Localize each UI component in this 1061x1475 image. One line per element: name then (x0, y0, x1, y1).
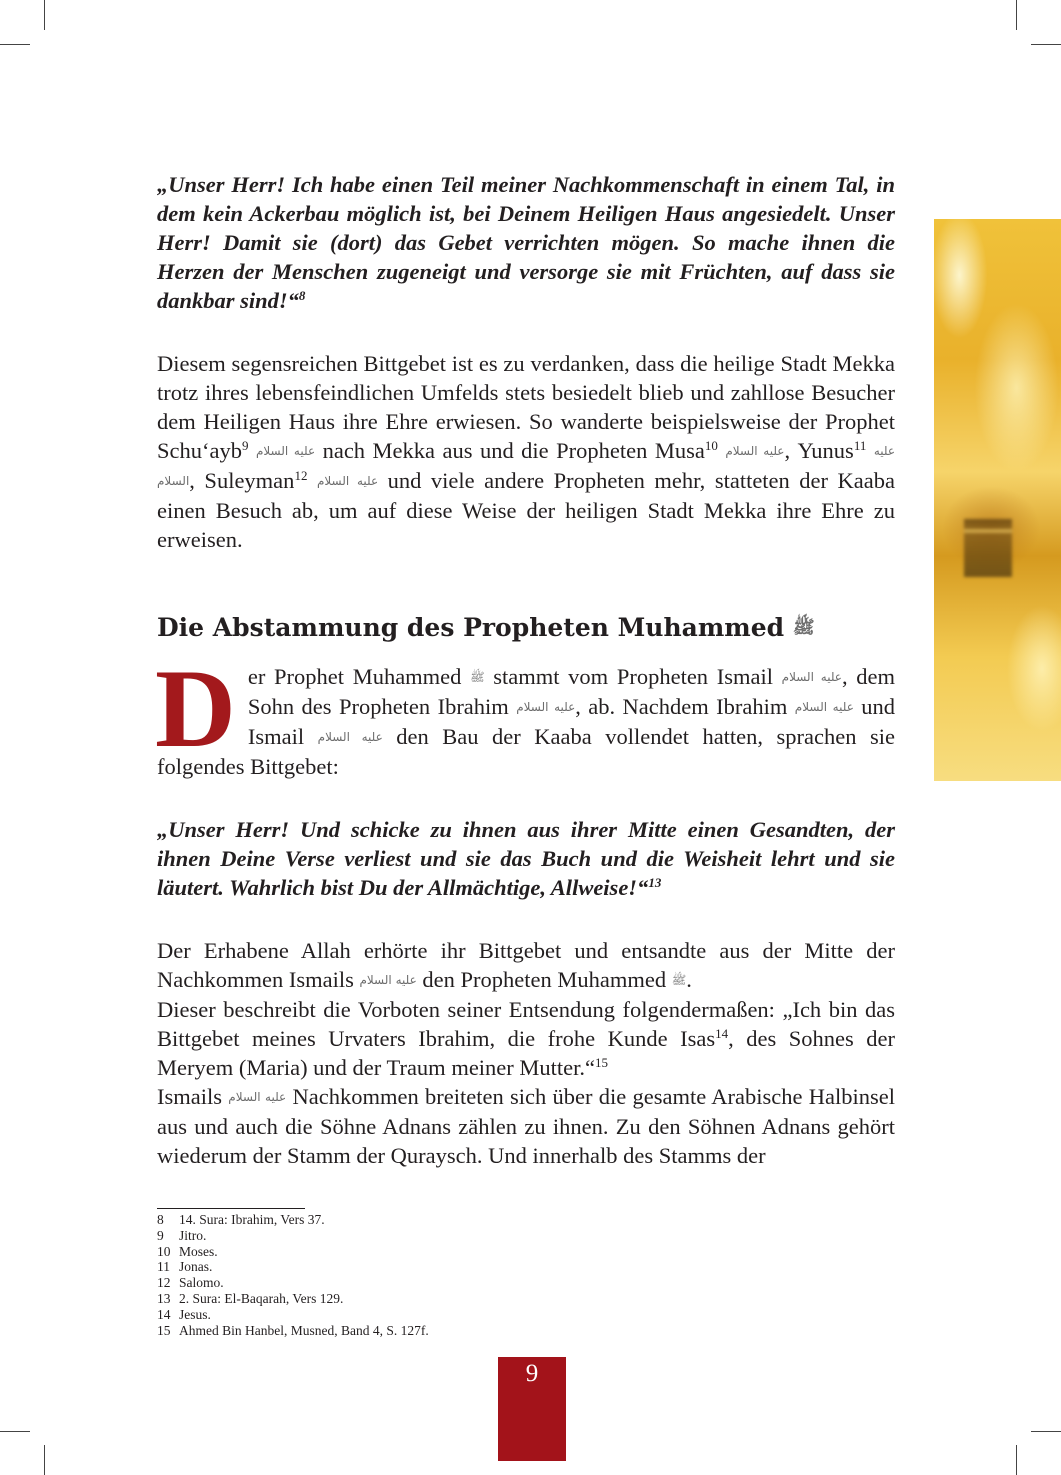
alayhi-salam-icon: عليه السلام (157, 444, 896, 488)
side-image-kaaba (934, 219, 1061, 781)
body-paragraph: Dieser beschreibt die Vorboten seiner Entsendung folgendermaßen: „Ich bin das Bittgebet meines Urvaters Ibrahim, die frohe Kunde Isas$^{14}$, des Sohnes der Meryem (Maria) und der Traum meiner Mutter.“$^{15}$ (157, 997, 895, 1080)
crop-mark (1031, 44, 1061, 45)
salawat-icon: ﷺ (671, 973, 687, 987)
drop-cap: D (155, 647, 236, 771)
footnote: 10 Moses. (157, 1243, 218, 1259)
crop-mark (44, 0, 45, 30)
footnote: 9 Jitro. (157, 1227, 207, 1243)
footnote-rule (157, 1208, 305, 1209)
body-paragraph: Diesem segensreichen Bittgebet ist es zu verdanken, dass die heilige Stadt Mekka trotz ihres lebensfeindlichen Umfelds stets besiedelt blieb und zahllose Besucher dem Heiligen Haus ihre Ehre erwiesen. So wanderte beispielsweise der Prophet Schu‘ayb$^9$ عليه السلام nach Mekka aus und die Propheten Musa$^{10}$ عليه السلام, Yunus$^{11}$ عليه السلام, Suleyman$^{12}$ عليه السلام und viele andere Propheten mehr, statteten der Kaaba einen Besuch ab, um auf diese Weise der heiligen Stadt Mekka ihre Ehre zu erweisen. (157, 351, 896, 552)
alayhi-salam-icon: عليه السلام (228, 1090, 287, 1104)
footnote: 13 2. Sura: El-Baqarah, Vers 129. (157, 1290, 344, 1306)
crop-mark (44, 1445, 45, 1475)
alayhi-salam-icon: عليه السلام (359, 973, 417, 987)
crop-mark (0, 1431, 30, 1432)
salawat-icon: ﷺ (470, 670, 485, 684)
footnote-ref: 9 (241, 438, 249, 453)
footnote-ref: 10 (704, 438, 718, 453)
footnote: 14 Jesus. (157, 1306, 211, 1322)
quran-quote: „Unser Herr! Ich habe einen Teil meiner Nachkommenschaft in einem Tal, in dem kein Ackerbau möglich ist, bei Deinem Heiligen Haus angesiedelt. Unser Herr! Damit sie (dort) das Gebet verrichten mögen. So mache ihnen die Herzen der Menschen zugeneigt und versorge sie mit Früchten, auf dass sie dankbar sind!“$^8$ (157, 172, 895, 313)
alayhi-salam-icon: عليه السلام (316, 474, 379, 488)
page-number-box (498, 1357, 566, 1461)
body-paragraph-dropcap: Der Prophet Muhammed ﷺ stammt vom Propheten Ismail عليه السلام, dem Sohn des Propheten Ibrahim عليه السلام, ab. Nachdem Ibrahim عليه السلام und Ismail عليه السلام den Bau der Kaaba vollendet hatten, sprachen sie folgendes Bittgebet: (155, 647, 896, 779)
footnote: 15 Ahmed Bin Hanbel, Musned, Band 4, S. 127f. (157, 1322, 429, 1338)
footnote-ref: 13 (648, 875, 662, 890)
alayhi-salam-icon: عليه السلام (317, 730, 383, 744)
footnote-ref: 14 (715, 1026, 729, 1041)
kaaba-silhouette (964, 519, 1012, 577)
crop-mark (1016, 1445, 1017, 1475)
alayhi-salam-icon: عليه السلام (255, 444, 316, 458)
crop-mark (1016, 0, 1017, 30)
body-paragraph: Der Erhabene Allah erhörte ihr Bittgebet und entsandte aus der Mitte der Nachkommen Ismails عليه السلام den Propheten Muhammed ﷺ. (157, 938, 895, 992)
crop-mark (1031, 1431, 1061, 1432)
alayhi-salam-icon: عليه السلام (725, 444, 785, 458)
salawat-icon: ﷺ (792, 617, 815, 638)
page-content (157, 170, 895, 1170)
footnote: 11 Jonas. (157, 1259, 213, 1275)
footnote-ref: 15 (595, 1055, 609, 1070)
alayhi-salam-icon: عليه السلام (794, 700, 854, 714)
alayhi-salam-icon: عليه السلام (781, 670, 842, 684)
footnote: 12 Salomo. (157, 1275, 224, 1291)
footnote-ref: 8 (298, 288, 306, 303)
footnote-ref: 12 (294, 468, 308, 483)
alayhi-salam-icon: عليه السلام (516, 700, 576, 714)
quran-quote: „Unser Herr! Und schicke zu ihnen aus ihrer Mitte einen Gesandten, der ihnen Deine Verse verliest und sie das Buch und die Weisheit lehrt und sie läutert. Wahrlich bist Du der Allmächtige, Allweise!“$^{13}$ (157, 817, 895, 900)
page-number: 9 (525, 1360, 539, 1387)
footnotes (157, 1212, 429, 1338)
crop-mark (0, 44, 30, 45)
footnote: 8 14. Sura: Ibrahim, Vers 37. (157, 1212, 325, 1227)
body-paragraph: Ismails عليه السلام Nachkommen breiteten sich über die gesamte Arabische Halbinsel aus und auch die Söhne Adnans zählen zu ihnen. Zu den Söhnen Adnans gehört wiederum der Stamm der Quraysch. Und innerhalb des Stamms der (157, 1084, 896, 1168)
section-heading: Die Abstammung des Propheten Muhammed ﷺ (157, 613, 815, 642)
footnote-ref: 11 (853, 438, 867, 453)
